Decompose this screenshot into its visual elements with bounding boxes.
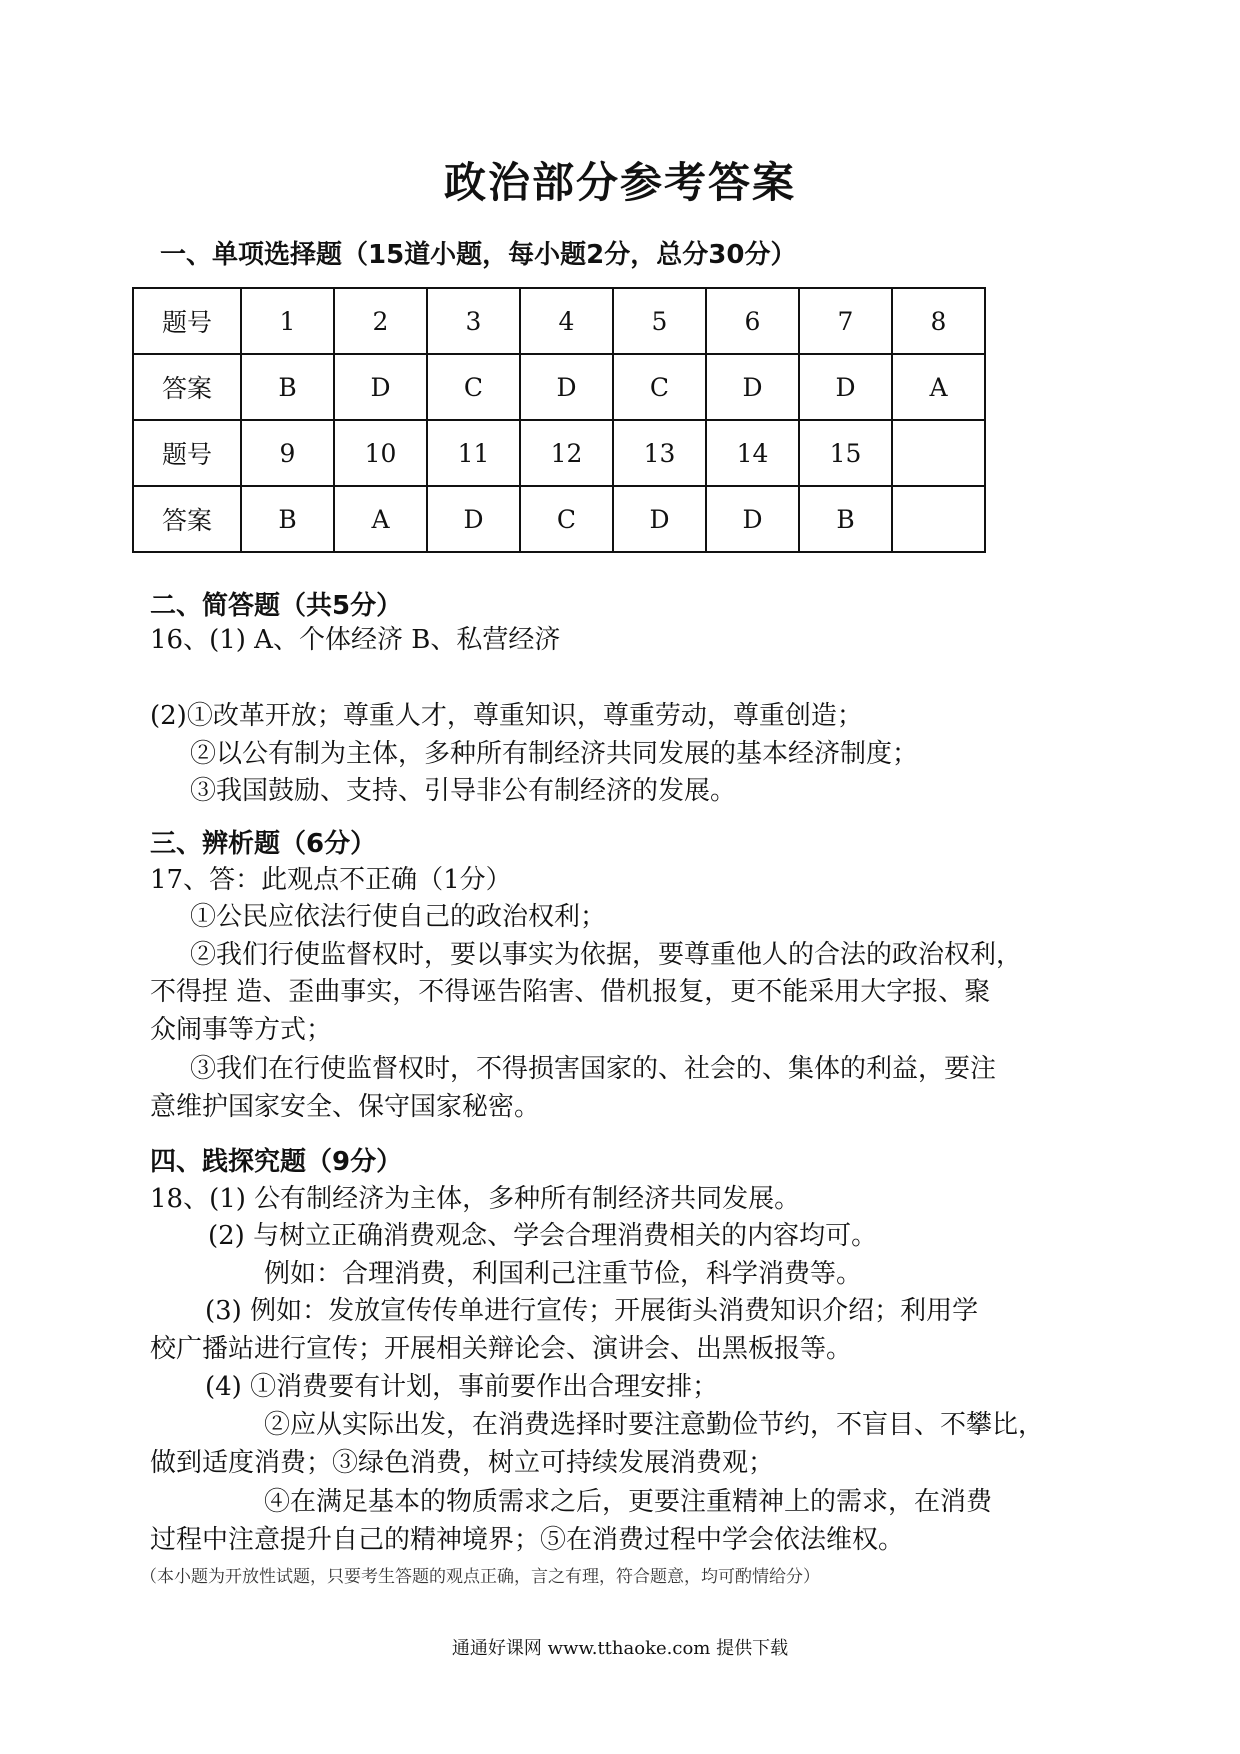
- table-cell: 15: [799, 420, 892, 486]
- table-cell: 13: [613, 420, 706, 486]
- footer-credit: 通通好课网 www.tthaoke.com 提供下载: [451, 1638, 789, 1659]
- table-cell: C: [427, 354, 520, 420]
- table-cell: 8: [892, 288, 985, 354]
- answer-line: ④在满足基本的物质需求之后，更要注重精神上的需求，在消费: [264, 1487, 993, 1517]
- table-row: [133, 420, 985, 486]
- answer-line: 17、答：此观点不正确（1分）: [150, 865, 512, 895]
- row-label: 答案: [133, 486, 241, 552]
- answer-line: 众闹事等方式；: [150, 1015, 333, 1045]
- row-label: 答案: [133, 354, 241, 420]
- table-cell: D: [799, 354, 892, 420]
- grading-note: （本小题为开放性试题，只要考生答题的观点正确，言之有理，符合题意，均可酌情给分）: [140, 1567, 820, 1587]
- table-cell: B: [241, 486, 334, 552]
- answer-table: [132, 287, 986, 553]
- table-cell: A: [892, 354, 985, 420]
- table-cell: D: [520, 354, 613, 420]
- answer-line: (3) 例如：发放宣传传单进行宣传；开展街头消费知识介绍；利用学: [205, 1296, 979, 1326]
- table-cell: B: [241, 354, 334, 420]
- table-cell: [892, 486, 985, 552]
- row-label: 题号: [133, 288, 241, 354]
- answer-line: 做到适度消费；③绿色消费，树立可持续发展消费观；: [150, 1448, 775, 1478]
- table-row: [133, 486, 985, 552]
- table-cell: A: [334, 486, 427, 552]
- answer-line: 18、(1) 公有制经济为主体，多种所有制经济共同发展。: [150, 1184, 801, 1214]
- table-cell: D: [706, 354, 799, 420]
- table-cell: 4: [520, 288, 613, 354]
- answer-line: ②应从实际出发，在消费选择时要注意勤俭节约，不盲目、不攀比，: [264, 1410, 1045, 1440]
- table-cell: C: [613, 354, 706, 420]
- answer-line: 不得捏 造、歪曲事实，不得诬告陷害、借机报复，更不能采用大字报、聚: [150, 977, 991, 1007]
- table-cell: 14: [706, 420, 799, 486]
- table-cell: 1: [241, 288, 334, 354]
- table-cell: [892, 420, 985, 486]
- answer-line: (2)①改革开放；尊重人才，尊重知识，尊重劳动，尊重创造；: [150, 701, 863, 731]
- table-row: [133, 288, 985, 354]
- table-cell: D: [334, 354, 427, 420]
- answer-line: 例如：合理消费，利国利己注重节俭，科学消费等。: [264, 1259, 863, 1289]
- answer-line: ②我们行使监督权时，要以事实为依据，要尊重他人的合法的政治权利，: [190, 940, 1023, 970]
- section2-heading: 二、简答题（共5分）: [150, 591, 403, 621]
- page-title: 政治部分参考答案: [443, 158, 796, 207]
- answer-line: ①公民应依法行使自己的政治权利；: [190, 902, 607, 932]
- table-row: [133, 354, 985, 420]
- answer-line: 意维护国家安全、保守国家秘密。: [150, 1092, 541, 1122]
- table-cell: D: [706, 486, 799, 552]
- table-cell: 5: [613, 288, 706, 354]
- answer-line: 校广播站进行宣传；开展相关辩论会、演讲会、出黑板报等。: [150, 1334, 853, 1364]
- answer-line: (4) ①消费要有计划，事前要作出合理安排；: [205, 1372, 719, 1402]
- section3-heading: 三、辨析题（6分）: [150, 829, 377, 859]
- answer-line: ②以公有制为主体，多种所有制经济共同发展的基本经济制度；: [190, 739, 919, 769]
- table-cell: 3: [427, 288, 520, 354]
- table-cell: 10: [334, 420, 427, 486]
- table-cell: B: [799, 486, 892, 552]
- table-cell: 12: [520, 420, 613, 486]
- answer-line: (2) 与树立正确消费观念、学会合理消费相关的内容均可。: [208, 1221, 878, 1251]
- table-cell: D: [613, 486, 706, 552]
- answer-line: ③我国鼓励、支持、引导非公有制经济的发展。: [190, 776, 737, 806]
- section4-heading: 四、践探究题（9分）: [150, 1147, 403, 1177]
- table-cell: 11: [427, 420, 520, 486]
- answer-line: 16、(1) A、个体经济 B、私营经济: [150, 625, 561, 655]
- answer-line: 过程中注意提升自己的精神境界；⑤在消费过程中学会依法维权。: [150, 1525, 905, 1555]
- table-cell: C: [520, 486, 613, 552]
- table-cell: 6: [706, 288, 799, 354]
- answer-line: ③我们在行使监督权时，不得损害国家的、社会的、集体的利益，要注: [190, 1054, 997, 1084]
- table-cell: D: [427, 486, 520, 552]
- section1-heading: 一、单项选择题（15道小题，每小题2分，总分30分）: [160, 240, 797, 270]
- table-cell: 9: [241, 420, 334, 486]
- row-label: 题号: [133, 420, 241, 486]
- table-cell: 7: [799, 288, 892, 354]
- table-cell: 2: [334, 288, 427, 354]
